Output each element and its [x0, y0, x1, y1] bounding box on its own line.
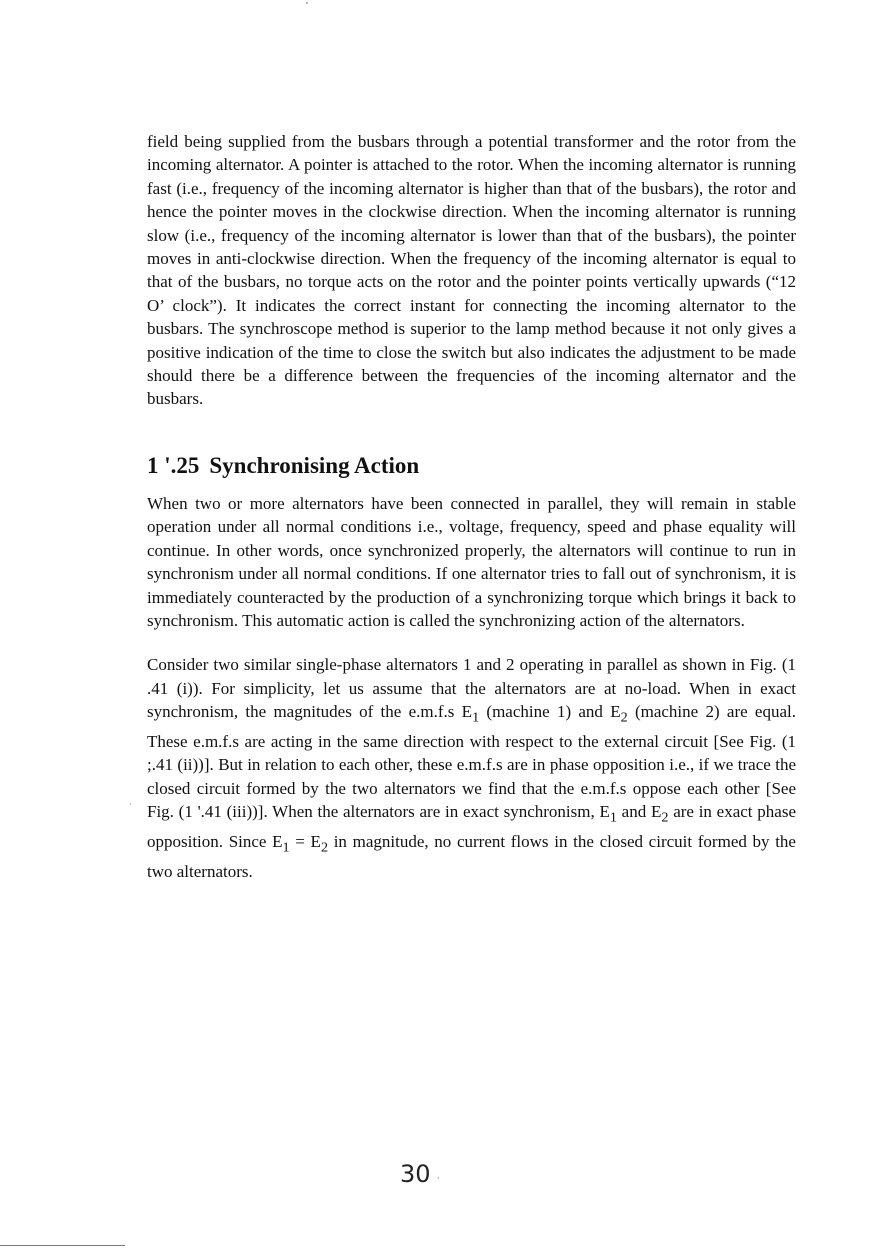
paragraph-text-run: and E — [616, 802, 662, 822]
subscript: 2 — [620, 709, 628, 726]
paragraph-text-run: = E — [289, 831, 321, 851]
scan-speck: · — [436, 1171, 441, 1185]
paragraph-text-run: Consider two similar single-phase alternators 1 and 2 operating in parallel as shown in Fig. (1 — [147, 655, 796, 675]
scan-edge-line — [0, 1245, 125, 1246]
paragraph-synchroscope: field being supplied from the busbars through a potential transformer and the rotor from the incoming alternator. A pointer is attached to the rotor. When the incoming alternator is running fast (i.e., frequency of the incoming alternator is higher than that of the busbars), the rotor and hence the pointer moves in the clockwise direction. When the incoming alternator is running slow (i.e., frequency of the incoming alternator is lower than that of the busbars), the pointer moves in anti-clockwise direction. When the frequency of the incoming alternator is equal to that of the busbars, no torque acts on the rotor and the pointer points vertically upwards (“12 O’ clock”). It indicates the correct instant for connecting the incoming alternator to the busbars. The synchroscope method is superior to the lamp method because it not only gives a positive indication of the time to close the switch but also indicates the adjustment to be made should there be a difference between the frequencies of the incoming alternator and the busbars. — [147, 132, 796, 409]
paragraph-text-run: (machine 2) are equal. These e.m.f.s are acting in the same direction with respect to the external circuit [See Fig. (1 ;.41 (ii))]. But in relation to each other, these e.m.f.s are in phase opposition i.e., if we trace the closed circuit formed by the two alternators we find that the e.m.f.s oppose each other [See Fig. (1 '.41 (iii))]. When the alternators are in exact synchronism, E — [147, 702, 796, 822]
subscript: 1 — [609, 809, 617, 826]
section-heading — [147, 451, 796, 481]
scan-speck — [306, 2, 308, 4]
paragraph-text-run: (machine 1) and E — [479, 702, 621, 722]
paragraph-two-alternators — [147, 653, 796, 883]
subscript: 2 — [320, 839, 329, 856]
paragraph-text-run: in magnitude, no current flows in the closed circuit formed by the two alternators. — [147, 831, 796, 881]
paragraph-text-run: .41 (i)). For simplicity, let us assume that the alternators are at no-load. When in exact synchronism, the magnitudes of the e.m.f.s E — [147, 678, 796, 722]
page-content — [147, 130, 796, 883]
subscript: 1 — [472, 709, 480, 726]
paragraph-synchronising-action: When two or more alternators have been connected in parallel, they will remain in stable operation under all normal conditions i.e., voltage, frequency, speed and phase equality will continue. In other words, once synchronized properly, the alternators will continue to run in synchronism under all normal conditions. If one alternator tries to fall out of synchronism, it is immediately counteracted by the production of a synchronizing torque which brings it back to synchronism. This automatic action is called the synchronizing action of the alternators. — [147, 493, 796, 630]
subscript: 2 — [661, 809, 669, 826]
page-number — [400, 1160, 460, 1188]
page-number-text: 30 — [400, 1160, 431, 1188]
section-number: 1 '.25 — [147, 452, 200, 478]
section-title: Synchronising Action — [209, 452, 420, 478]
paragraph-text-run: are in exact phase opposition. Since E — [147, 802, 796, 851]
scan-speck — [130, 803, 131, 805]
subscript: 1 — [282, 839, 290, 856]
